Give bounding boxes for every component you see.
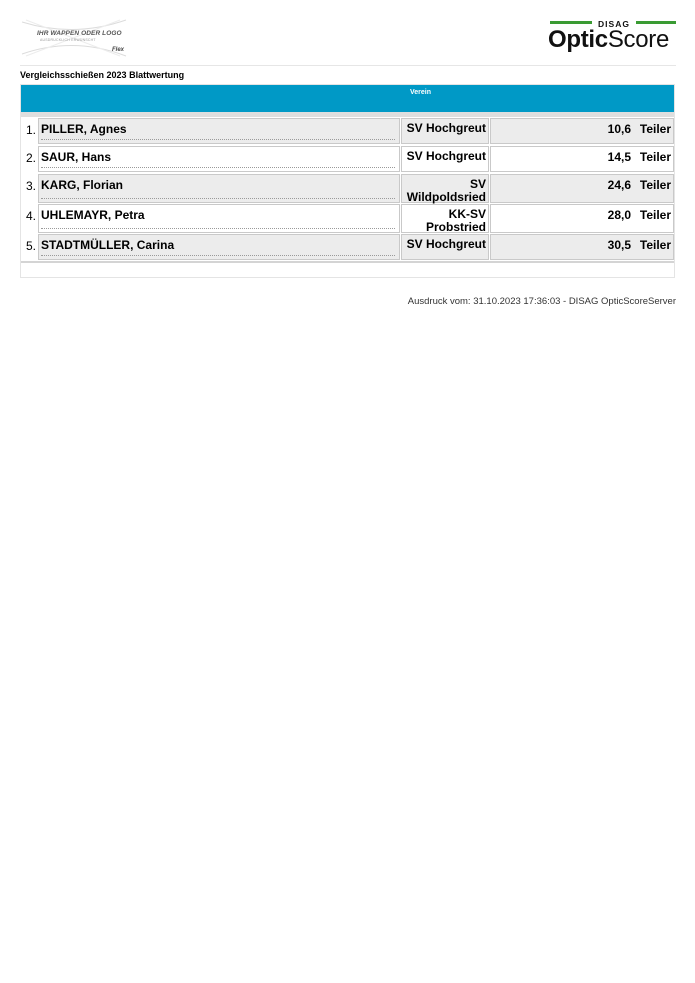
- score-unit: Teiler: [639, 178, 671, 192]
- table-row: [21, 118, 674, 147]
- brand-bar-right: [636, 21, 676, 24]
- dotted-underline: [41, 228, 395, 229]
- rank-cell: 3.: [25, 179, 36, 193]
- brand-name-regular: Score: [607, 26, 670, 53]
- report-title: Vergleichsschießen 2023 Blattwertung: [20, 70, 185, 80]
- brand-product-name: [548, 26, 669, 54]
- brand-bar-left: [550, 21, 592, 24]
- shooter-name: UHLEMAYR, Petra: [41, 208, 145, 222]
- score-value: 14,5: [607, 150, 631, 164]
- score-cell: [490, 234, 674, 260]
- brand-name-bold: Optic: [548, 26, 608, 53]
- score-value: 30,5: [607, 238, 631, 252]
- table-header: [21, 85, 674, 112]
- shooter-name: PILLER, Agnes: [41, 122, 127, 136]
- dotted-underline: [41, 198, 395, 199]
- brand-disag-text: DISAG: [598, 19, 630, 29]
- score-unit: Teiler: [639, 122, 671, 136]
- name-cell: [38, 174, 400, 203]
- score-cell: [490, 174, 674, 203]
- table-row: [21, 204, 674, 233]
- rank-cell: 5.: [25, 239, 36, 253]
- header-divider: [20, 65, 676, 66]
- name-cell: [38, 118, 400, 144]
- score-cell: [490, 118, 674, 144]
- score-value: 10,6: [607, 122, 631, 136]
- club-cell: KK-SV Probstried: [401, 204, 489, 233]
- club-cell: SV Hochgreut: [401, 118, 489, 144]
- column-header-club: Verein: [410, 89, 432, 96]
- logo-subtext: AUSDRUCKLICH ERWÜNSCHT: [40, 38, 96, 42]
- logo-flex-label: Flex: [112, 47, 125, 53]
- rank-cell: 1.: [25, 123, 36, 137]
- rank-cell: 2.: [25, 151, 36, 165]
- table-row: [21, 234, 674, 263]
- shooter-name: SAUR, Hans: [41, 150, 112, 164]
- table-row: [21, 146, 674, 175]
- score-cell: [490, 146, 674, 172]
- club-logo-placeholder: [20, 18, 128, 58]
- club-cell: SV Wildpoldsried: [401, 174, 489, 203]
- name-cell: [38, 234, 400, 260]
- club-cell: SV Hochgreut: [401, 234, 489, 260]
- print-footer: Ausdruck vom: 31.10.2023 17:36:03 - DISAG OpticScoreServer: [407, 296, 676, 307]
- results-table: [20, 84, 675, 278]
- name-cell: [38, 204, 400, 233]
- score-value: 28,0: [607, 208, 631, 222]
- table-row: [21, 174, 674, 203]
- dotted-underline: [41, 139, 395, 140]
- dotted-underline: [41, 167, 395, 168]
- table-header-separator: [21, 112, 674, 117]
- shooter-name: STADTMÜLLER, Carina: [41, 238, 175, 252]
- disag-opticscore-logo: [548, 20, 676, 54]
- name-cell: [38, 146, 400, 172]
- score-value: 24,6: [607, 178, 631, 192]
- logo-text: IHR WAPPEN ODER LOGO: [37, 30, 122, 37]
- club-cell: SV Hochgreut: [401, 146, 489, 172]
- table-bottom-rule: [21, 261, 674, 263]
- score-cell: [490, 204, 674, 233]
- rank-cell: 4.: [25, 209, 36, 223]
- score-unit: Teiler: [639, 208, 671, 222]
- shooter-name: KARG, Florian: [41, 178, 124, 192]
- score-unit: Teiler: [639, 238, 671, 252]
- dotted-underline: [41, 255, 395, 256]
- score-unit: Teiler: [639, 150, 671, 164]
